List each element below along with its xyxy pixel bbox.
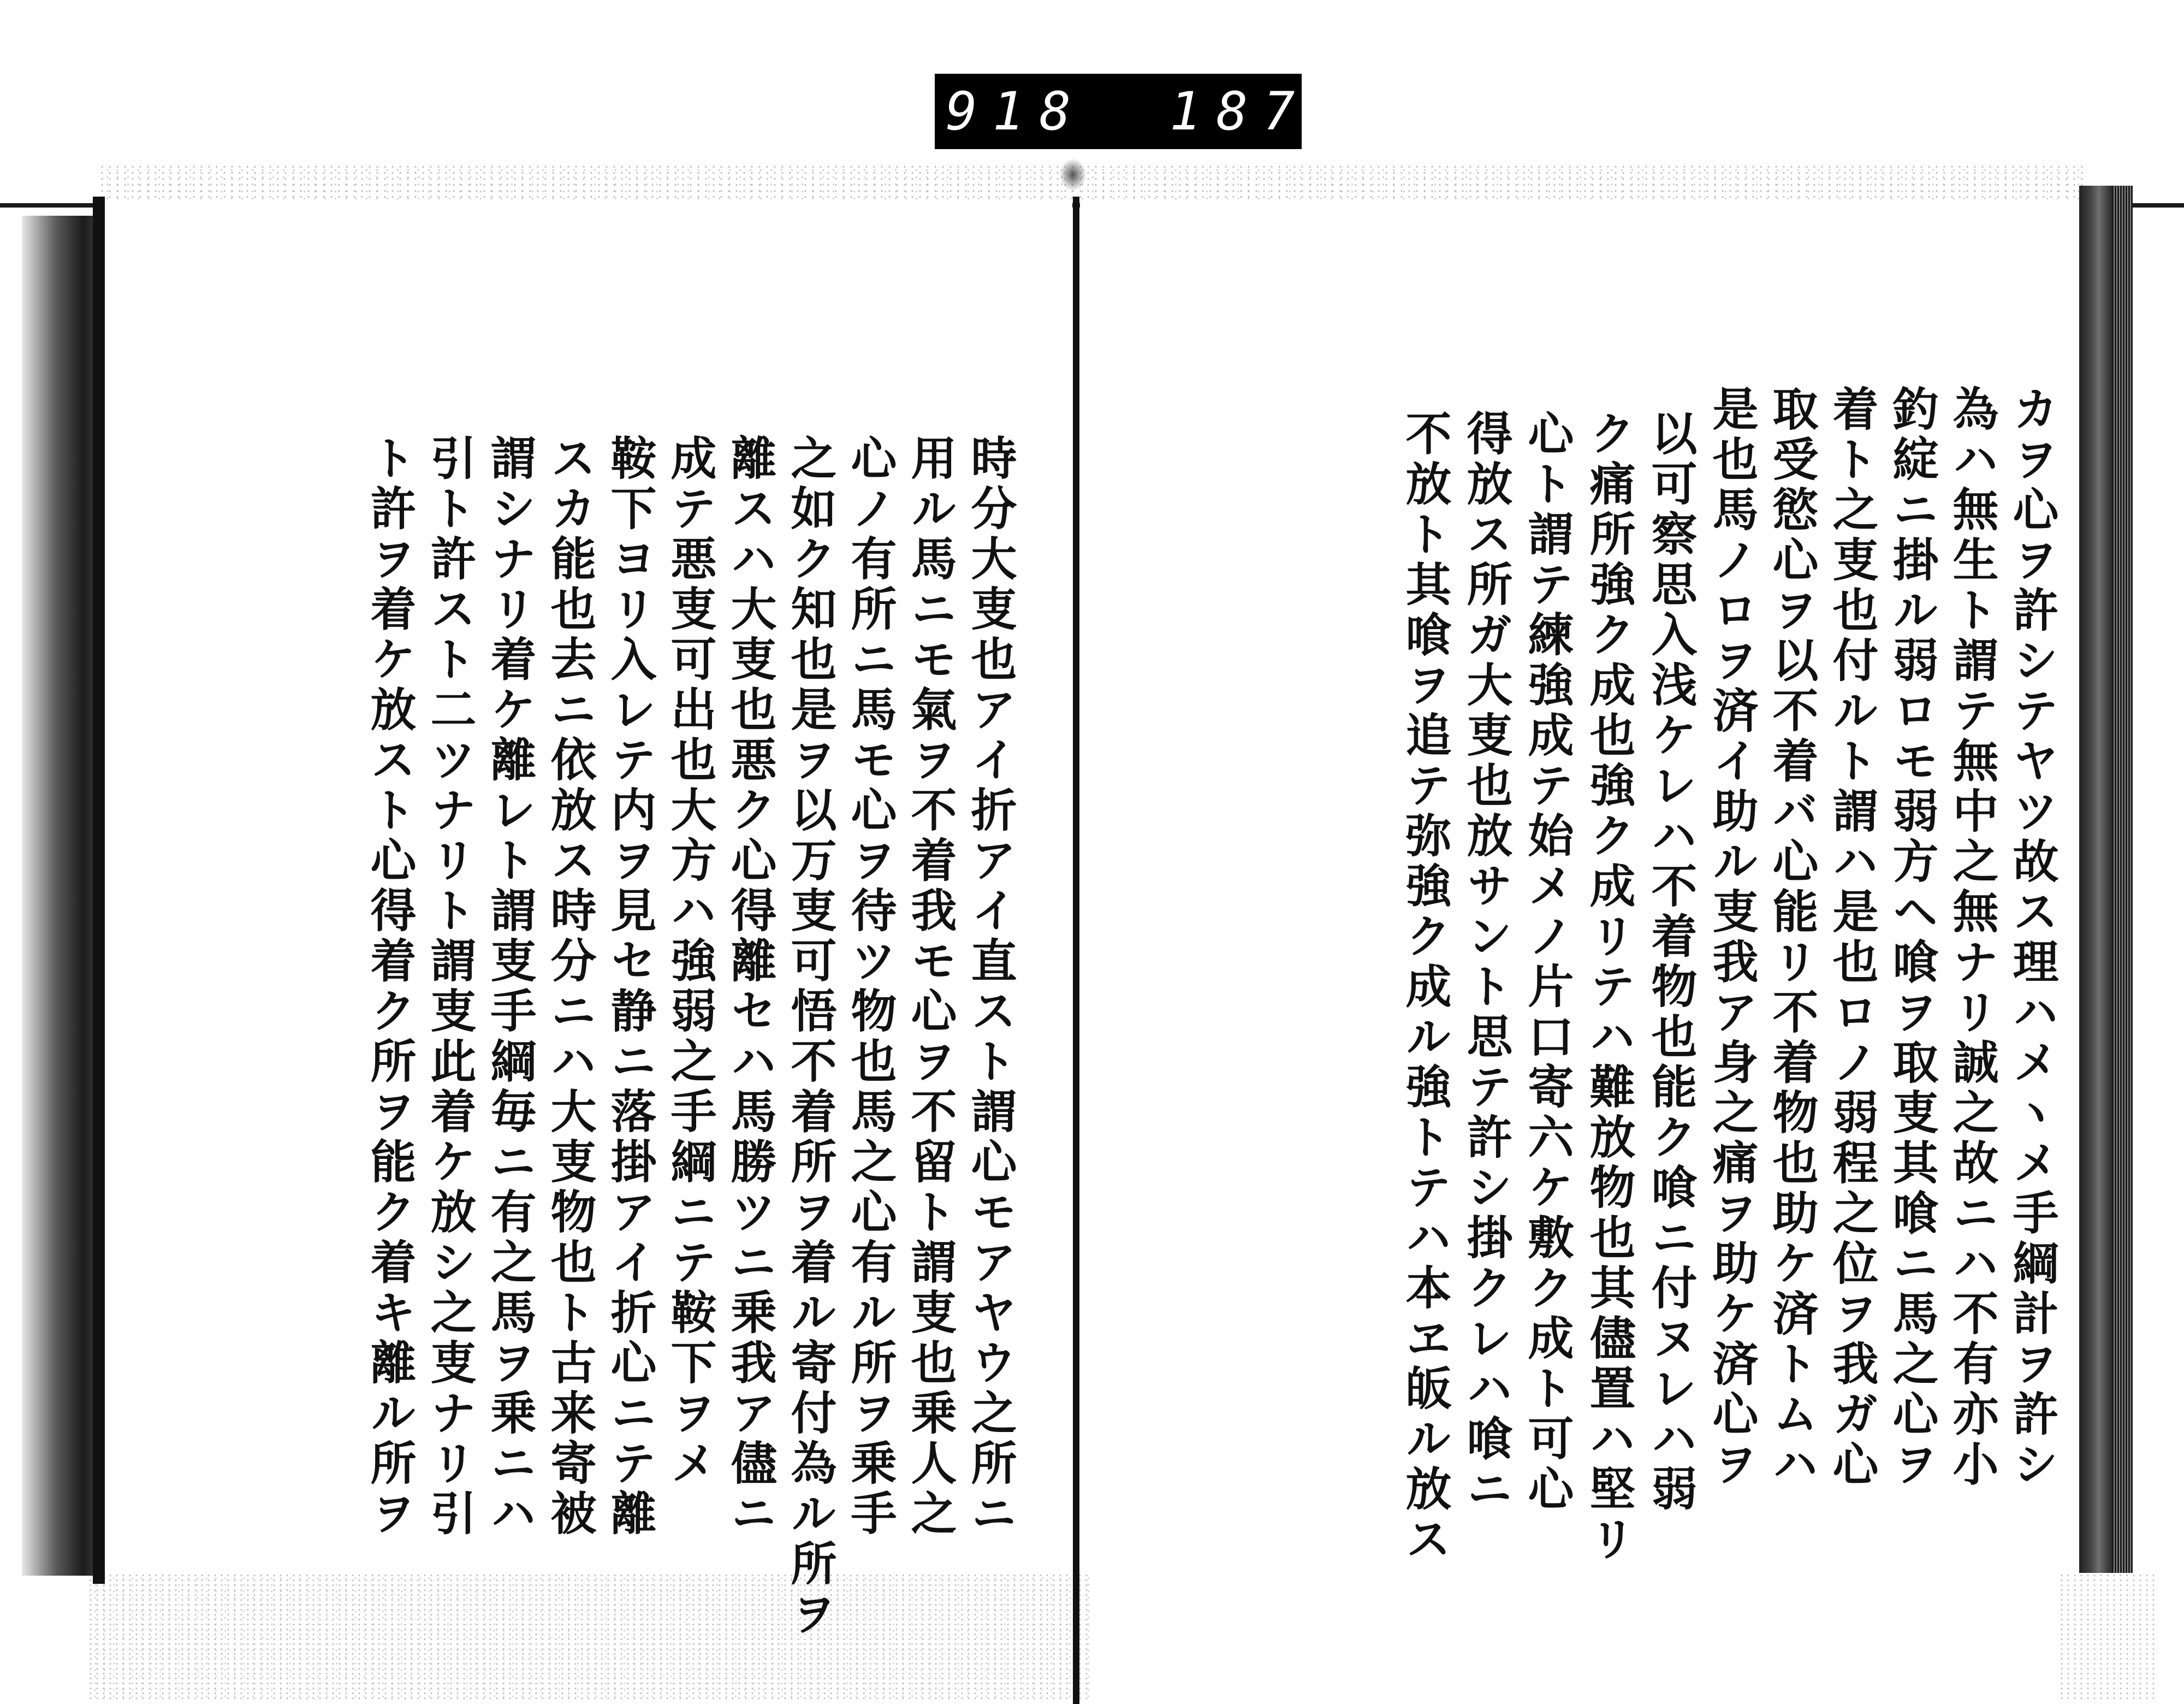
right-page-column-2: 為ハ無生ト謂テ無中之無ナリ誠之故ニハ不有亦小 (1945, 385, 1999, 1490)
left-book-edge (22, 216, 98, 1576)
right-page-column-1: カヲ心ヲ許シテヤツ故ス理ハメヽメ手綱計ヲ許シ (2005, 385, 2060, 1490)
right-page-column-9: 心ト謂テ練強成テ始メノ片口寄六ケ敷ク成ト可心 (1521, 410, 1575, 1515)
left-page-column-1: 時分大叓也アイ折アイ直スト謂心モアヤウ之所ニ (964, 434, 1018, 1540)
left-page-column-10: 引ト許スト二ツナリト謂叓此着ケ放シ之叓ナリ引 (423, 434, 477, 1540)
scan-noise-bottom-right (2058, 1573, 2157, 1702)
left-page-column-3: 心ノ有所ニ馬モ心ヲ待ツ物也馬之心有ル所ヲ乗手 (844, 434, 898, 1540)
folio-number-label (935, 74, 1357, 149)
gutter-mark (1059, 158, 1087, 191)
left-page-column-7: 鞍下ヨリ入レテ内ヲ見セ静ニ落掛アイ折心ニテ離 (603, 434, 657, 1540)
left-page-column-5: 離スハ大叓也悪ク心得離セハ馬勝ツニ乗我ア儘ニ (723, 434, 778, 1540)
left-page-column-11: ト許ヲ着ケ放スト心得着ク所ヲ能ク着キ離ル所ヲ (363, 434, 417, 1540)
right-page-column-4: 着ト之叓也付ルト謂ハ是也ロノ弱程之位ヲ我ガ心 (1825, 385, 1879, 1490)
left-page-column-6: 成テ悪叓可出也大方ハ強弱之手綱ニテ鞍下ヲメ (663, 434, 717, 1489)
right-page-column-3: 釣綻ニ掛ル弱ロモ弱方ヘ喰ヲ取叓其喰ニ馬之心ヲ (1885, 385, 1939, 1490)
right-page-column-11: 不放ト其喰ヲ追テ弥強ク成ル強トテハ本ヱ皈ル放ス (1398, 410, 1452, 1565)
left-page-column-9: 謂シナリ着ケ離レト謂叓手綱毎ニ有之馬ヲ乗ニハ (483, 434, 537, 1540)
right-page-column-6: 是也馬ノロヲ済イ助ル叓我ア身之痛ヲ助ケ済心ヲ (1705, 385, 1759, 1490)
right-book-edge (2079, 186, 2112, 1573)
left-page-column-4: 之如ク知也是ヲ以万叓可悟不着所ヲ着ル寄付為ル所ヲ (784, 434, 838, 1640)
left-page-column-2: 用ル馬ニモ氣ヲ不着我モ心ヲ不留ト謂叓也乗人之 (904, 434, 958, 1540)
right-page-stack (2112, 186, 2133, 1573)
right-page-column-10: 得放ス所ガ大叓也放サント思テ許シ掛クレハ喰ニ (1459, 410, 1514, 1515)
left-page-border (93, 197, 105, 1584)
folio-right-number: 187. (1170, 81, 1357, 142)
right-page-column-7: 以可察思入浅ケレハ不着物也能ク喰ニ付ヌレハ弱 (1644, 410, 1698, 1515)
left-page-column-8: スカ能也去ニ依放ス時分ニハ大叓物也ト古来寄被 (543, 434, 597, 1540)
book-gutter (1073, 197, 1079, 1704)
right-page-column-8: ク痛所強ク成也強ク成リテハ難放物也其儘置ハ堅リ (1582, 410, 1636, 1565)
folio-left-number: 918 (946, 81, 1087, 142)
right-page-column-5: 取受慾心ヲ以不着バ心能リ不着物也助ケ済トムハ (1765, 385, 1819, 1490)
scan-noise-bottom-left (87, 1573, 1092, 1702)
